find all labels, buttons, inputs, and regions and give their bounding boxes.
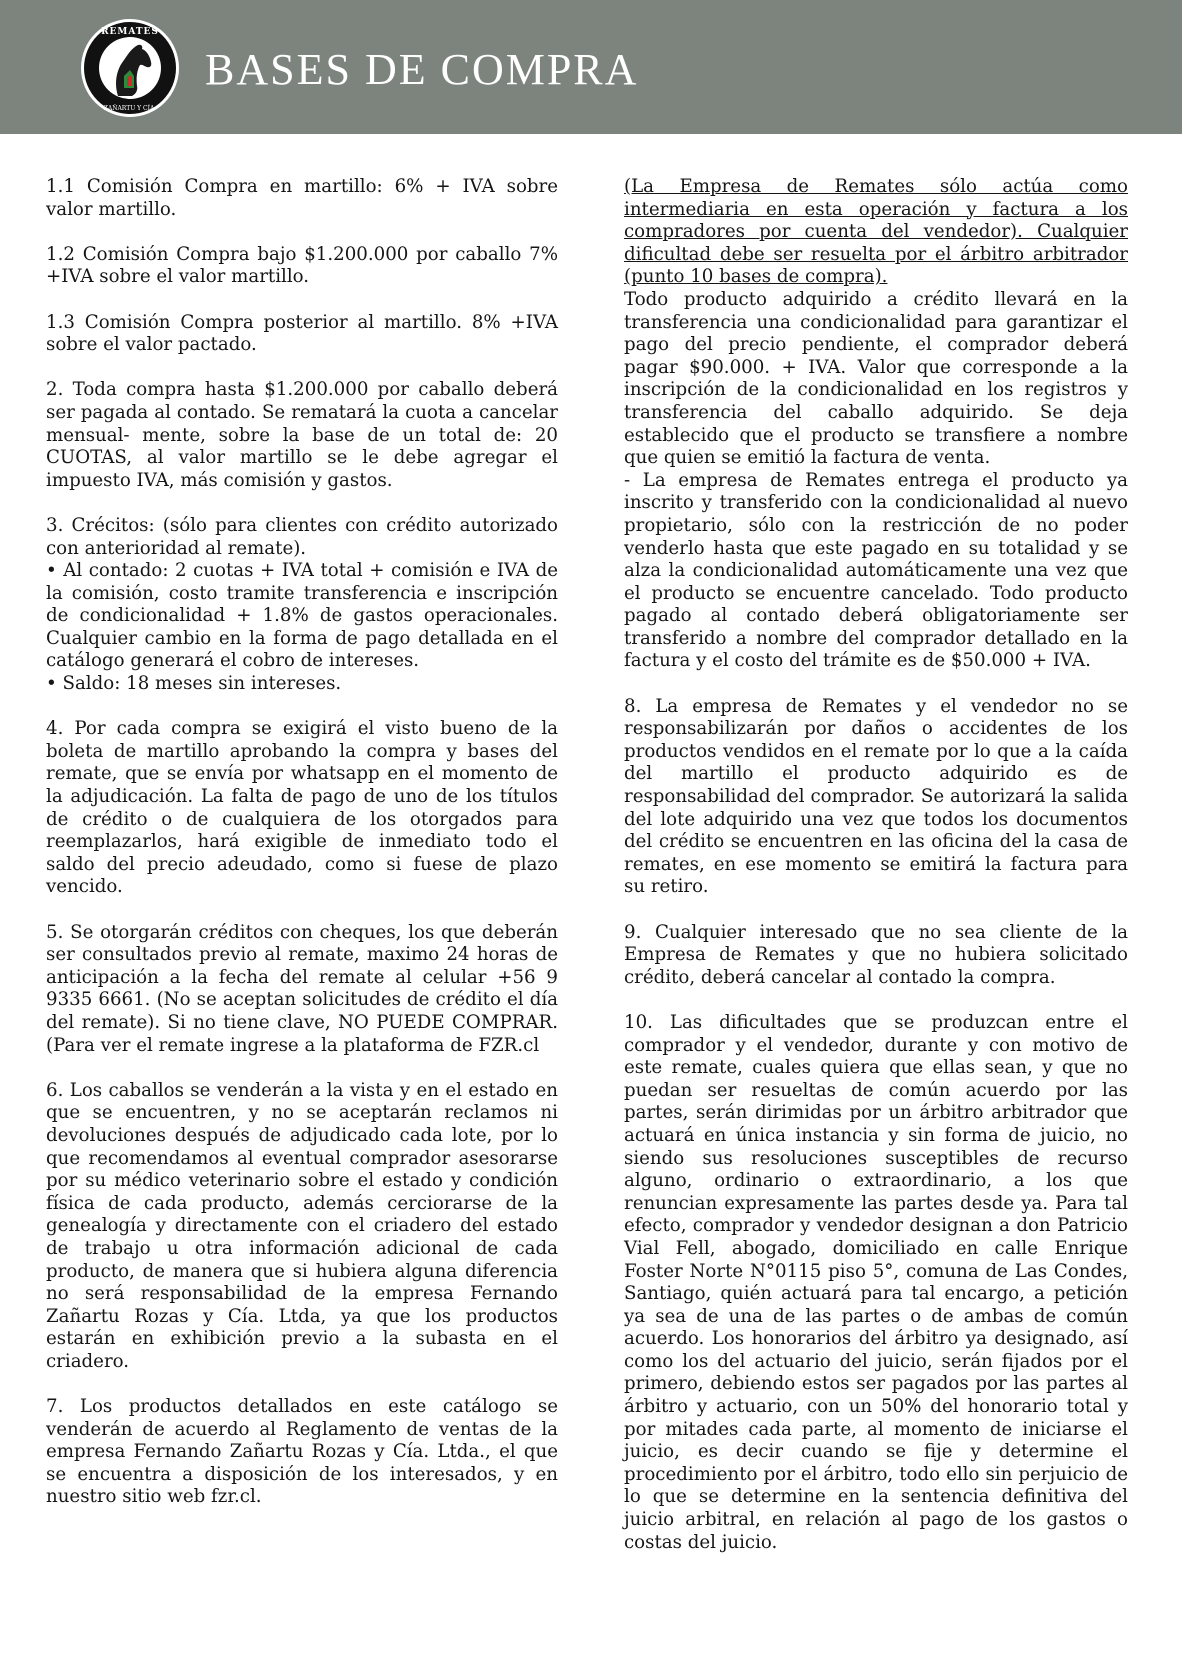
clause-9: 9. Cualquier interesado que no sea cliente de la Empresa de Remates y que no hubiera solicitado crédito, deberá cancelar al contado la compra. — [624, 921, 1128, 988]
credit-conditionality-text: Todo producto adquirido a crédito llevará en la transferencia una condicionalidad para garantizar el pago del precio pendiente, el comprador deberá pagar $90.000. + IVA. Valor que corresponde a la inscripción de la condicionalidad en los registros y transferencia del caballo adquirido. Se deja establecido que el producto se transfiere a nombre que quien se emitió la factura de venta. — [624, 288, 1128, 469]
clause-3-bullet-saldo: • Saldo: 18 meses sin intereses. — [46, 673, 342, 695]
clause-4: 4. Por cada compra se exigirá el visto bueno de la boleta de martillo aprobando la compra y bases del remate, que se envía por whatsapp en el momento de la adjudicación. La falta de pago de uno de los títulos de crédito o de cualquiera de los otorgados para reemplazarlos, hará exigible de inmediato todo el saldo del precio adeudado, como si fuese de plazo vencido. — [46, 718, 558, 898]
transfer-text: - La empresa de Remates entrega el producto ya inscrito y transferido con la condicionalidad al nuevo propietario, sólo con la restricción de no poder venderlo hasta que este pagado en su totalidad y se alza la condicionalidad automáticamente una vez que el producto se encuentre cancelado. Todo producto pagado al contado deberá obligatoriamente ser transferido a nombre del comprador detallado en la factura y el costo del trámite es de $50.000 + IVA. — [624, 469, 1128, 672]
horse-head-logo-icon — [80, 18, 180, 118]
clause-8: 8. La empresa de Remates y el vendedor no se responsabilizarán por daños o accidentes de los productos vendidos en el remate por lo que a la caída del martillo el producto adquirido es de responsabilidad del comprador. Se autorizará la salida del lote adquirido una vez que todos los documentos del crédito se encuentren en las oficina del la casa de remates, en ese momento se emitirá la factura para su retiro. — [624, 695, 1128, 898]
clause-1-1: 1.1 Comisión Compra en martillo: 6% + IVA sobre valor martillo. — [46, 176, 558, 220]
clause-3-bullet-contado: • Al contado: 2 cuotas + IVA total + comisión e IVA de la comisión, costo tramite transferencia e inscripción de condicionalidad + 1.8% de gastos operacionales. Cualquier cambio en la forma de pago detallada en el catálogo generará el cobro de intereses. — [46, 560, 558, 672]
page-title: BASES DE COMPRA — [205, 45, 639, 94]
clause-1-2: 1.2 Comisión Compra bajo $1.200.000 por caballo 7% +IVA sobre el valor martillo. — [46, 243, 558, 288]
clause-3-intro: 3. Crécitos: (sólo para clientes con crédito autorizado con anterioridad al remate). — [46, 514, 558, 559]
left-column — [46, 176, 558, 1532]
logo-bottom-text: ZAÑARTU Y CÍA. — [103, 105, 157, 112]
clause-1-3: 1.3 Comisión Compra posterior al martillo. 8% +IVA sobre el valor pactado. — [46, 311, 558, 356]
logo-top-text: REMATES — [101, 27, 159, 37]
clause-7: 7. Los productos detallados en este catálogo se venderán de acuerdo al Reglamento de ventas de la empresa Fernando Zañartu Rozas y Cía. Ltda., el que se encuentra a disposición de los interesados, y en nuestro sitio web fzr.cl. — [46, 1396, 558, 1508]
page-header — [0, 0, 1182, 134]
right-column — [624, 176, 1128, 1577]
clause-3 — [46, 515, 558, 696]
intermediary-note: (La Empresa de Remates sólo actúa como intermediaria en esta operación y factura a los compradores por cuenta del vendedor). Cualquier dificultad debe ser resuelta por el árbitro arbitrador (punto 10 bases de compra). — [624, 176, 1128, 288]
clause-6: 6. Los caballos se venderán a la vista y en el estado en que se encuentren, y no se aceptarán reclamos ni devoluciones después de adjudicado cada lote, por lo que recomendamos al eventual comprador asesorarse por su médico veterinario sobre el estado y condición física de cada producto, además cerciorarse de la genealogía y directamente con el criadero del estado de trabajo u otra información adicional de cada producto, de manera que si hubiera alguna diferencia no será responsabilidad de la empresa Fernando Zañartu Rozas y Cía. Ltda, ya que los productos estarán en exhibición previo a la subasta en el criadero. — [46, 1079, 558, 1372]
clause-5: 5. Se otorgarán créditos con cheques, los que deberán ser consultados previo al remate, maximo 24 horas de anticipación a la fecha del remate al celular +56 9 9335 6661. (No se aceptan solicitudes de crédito el día del remate). Si no tiene clave, NO PUEDE COMPRAR. (Para ver el remate ingrese a la plataforma de FZR.cl — [46, 921, 558, 1056]
clause-2: 2. Toda compra hasta $1.200.000 por caballo deberá ser pagada al contado. Se rematará la cuota a cancelar mensual- mente, sobre la base de un total de: 20 CUOTAS, al valor martillo se le debe agregar el impuesto IVA, más comisión y gastos. — [46, 379, 558, 491]
clause-10: 10. Las dificultades que se produzcan entre el comprador y el vendedor, durante y con motivo de este remate, cuales quiera que ellas sean, y que no puedan ser resueltas de común acuerdo por las partes, serán dirimidas por un árbitro arbitrador que actuará en única instancia y sin forma de juicio, no siendo sus resoluciones susceptibles de recurso alguno, ordinario o extraordinario, a los que renuncian expresamente las partes desde ya. Para tal efecto, comprador y vendedor designan a don Patricio Vial Fell, abogado, domiciliado en calle Enrique Foster Norte N°0115 piso 5°, comuna de Las Condes, Santiago, quién actuará para tal encargo, a petición ya sea de una de las partes o de ambas de común acuerdo. Los honorarios del árbitro ya designado, así como los del actuario del juicio, serán fijados por el primero, debiendo estos ser pagados por las partes al árbitro y actuario, con un 50% del honorario total y por mitades cada parte, al momento de iniciarse el juicio, es decir cuando se fije y determine el procedimiento por el árbitro, todo ello sin perjuicio de lo que se determine en la sentencia definitiva del juicio arbitral, en relación al pago de los gastos o costas del juicio. — [624, 1011, 1128, 1553]
